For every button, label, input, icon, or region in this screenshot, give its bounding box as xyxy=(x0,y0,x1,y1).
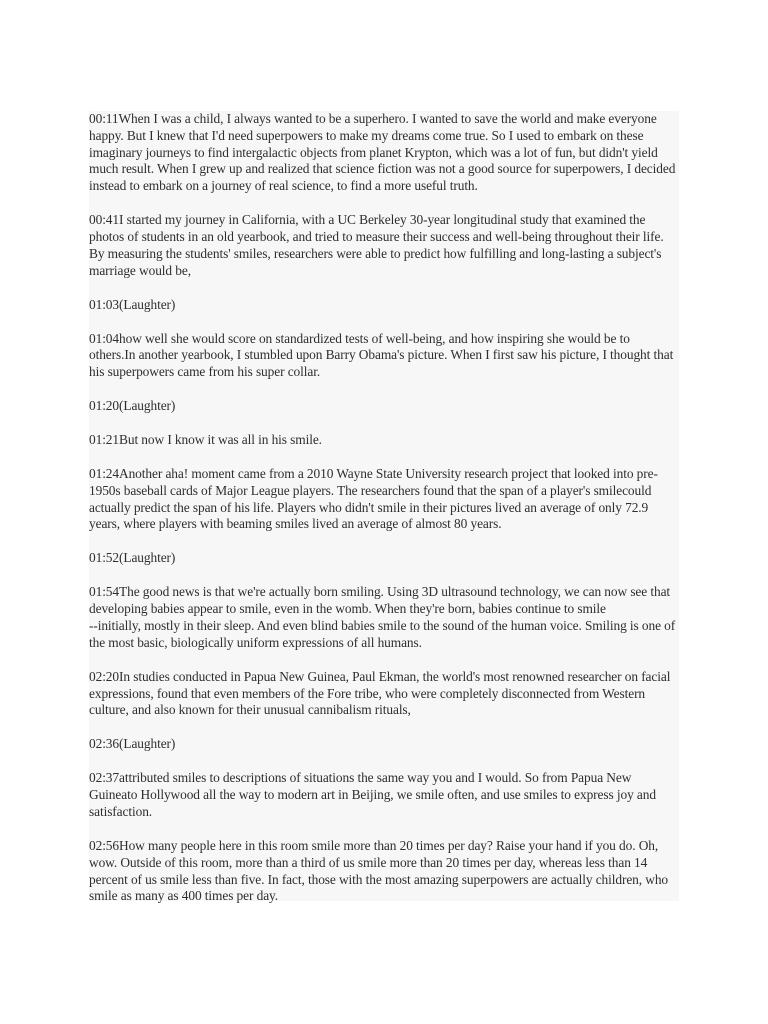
segment-text: Another aha! moment came from a 2010 Wayne State University research project that looked into pre-1950s baseball cards of Major League players. The researchers found that the span of a player's smilecould actually predict the span of his life. Players who didn't smile in their pictures lived an average of only 72.9 years, where players with beaming smiles lived an average of almost 80 years. xyxy=(89,466,658,532)
transcript-segment xyxy=(89,736,679,753)
segment-text: (Laughter) xyxy=(119,296,176,312)
timestamp: 02:20 xyxy=(89,668,120,684)
timestamp: 02:36 xyxy=(89,736,120,752)
transcript-segment xyxy=(89,466,679,533)
segment-text: (Laughter) xyxy=(119,550,176,566)
transcript-segment xyxy=(89,432,679,449)
timestamp: 01:52 xyxy=(89,550,120,566)
timestamp: 02:56 xyxy=(89,837,120,853)
segment-text: (Laughter) xyxy=(119,398,176,414)
timestamp: 01:20 xyxy=(89,398,120,414)
transcript-segment xyxy=(89,331,679,381)
timestamp: 01:03 xyxy=(89,296,120,312)
transcript-segment xyxy=(89,398,679,415)
timestamp: 00:41 xyxy=(89,212,120,228)
timestamp: 01:04 xyxy=(89,330,120,346)
timestamp: 01:54 xyxy=(89,584,120,600)
timestamp: 02:37 xyxy=(89,770,120,786)
transcript-segment xyxy=(89,111,679,195)
transcript-segment xyxy=(89,550,679,567)
segment-text: How many people here in this room smile more than 20 times per day? Raise your hand if you do. Oh, wow. Outside of this room, more than a third of us smile more than 20 times per day, whereas less than 14 percent of us smile less than five. In fact, those with the most amazing superpowers are actually children, who smile as many as 400 times per day. xyxy=(89,837,669,904)
segment-text: When I was a child, I always wanted to be a superhero. I wanted to save the world and make everyone happy. But I knew that I'd need superpowers to make my dreams come true. So I used to embark on these imaginary journeys to find intergalactic objects from planet Krypton, which was a lot of fun, but didn't yield much result. When I grew up and realized that science fiction was not a good source for superpowers, I decided instead to embark on a journey of real science, to find a more useful truth. xyxy=(89,111,676,194)
segment-text: I started my journey in California, with a UC Berkeley 30-year longitudinal study that examined the photos of students in an old yearbook, and tried to measure their success and well-being throughout their life. By measuring the students' smiles, researchers were able to predict how fulfilling and long-lasting a subject's marriage would be, xyxy=(89,212,664,278)
segment-text: But now I know it was all in his smile. xyxy=(119,432,322,448)
timestamp: 01:24 xyxy=(89,466,120,482)
transcript-segment xyxy=(89,212,679,279)
timestamp: 00:11 xyxy=(89,111,119,126)
transcript-segment xyxy=(89,669,679,719)
transcript-segment xyxy=(89,770,679,820)
segment-text: (Laughter) xyxy=(119,736,176,752)
transcript-page xyxy=(89,111,679,904)
transcript-segment xyxy=(89,584,679,651)
transcript-segment xyxy=(89,297,679,314)
segment-text: The good news is that we're actually born smiling. Using 3D ultrasound technology, we can now see that developing babies appear to smile, even in the womb. When they're born, babies continue to smile --initially, mostly in their sleep. And even blind babies smile to the sound of the human voice. Smiling is one of the most basic, biologically uniform expressions of all humans. xyxy=(89,584,676,650)
segment-text: attributed smiles to descriptions of situations the same way you and I would. So from Papua New Guineato Hollywood all the way to modern art in Beijing, we smile often, and use smiles to express joy and satisfaction. xyxy=(89,770,656,819)
segment-text: how well she would score on standardized tests of well-being, and how inspiring she would be to others.In another yearbook, I stumbled upon Barry Obama's picture. When I first saw his picture, I thought that his superpowers came from his super collar. xyxy=(89,330,674,380)
timestamp: 01:21 xyxy=(89,432,120,448)
transcript-segment xyxy=(89,838,679,905)
segment-text: In studies conducted in Papua New Guinea, Paul Ekman, the world's most renowned researcher on facial expressions, found that even members of the Fore tribe, who were completely disconnected from Western culture, and also known for their unusual cannibalism rituals, xyxy=(89,668,671,718)
